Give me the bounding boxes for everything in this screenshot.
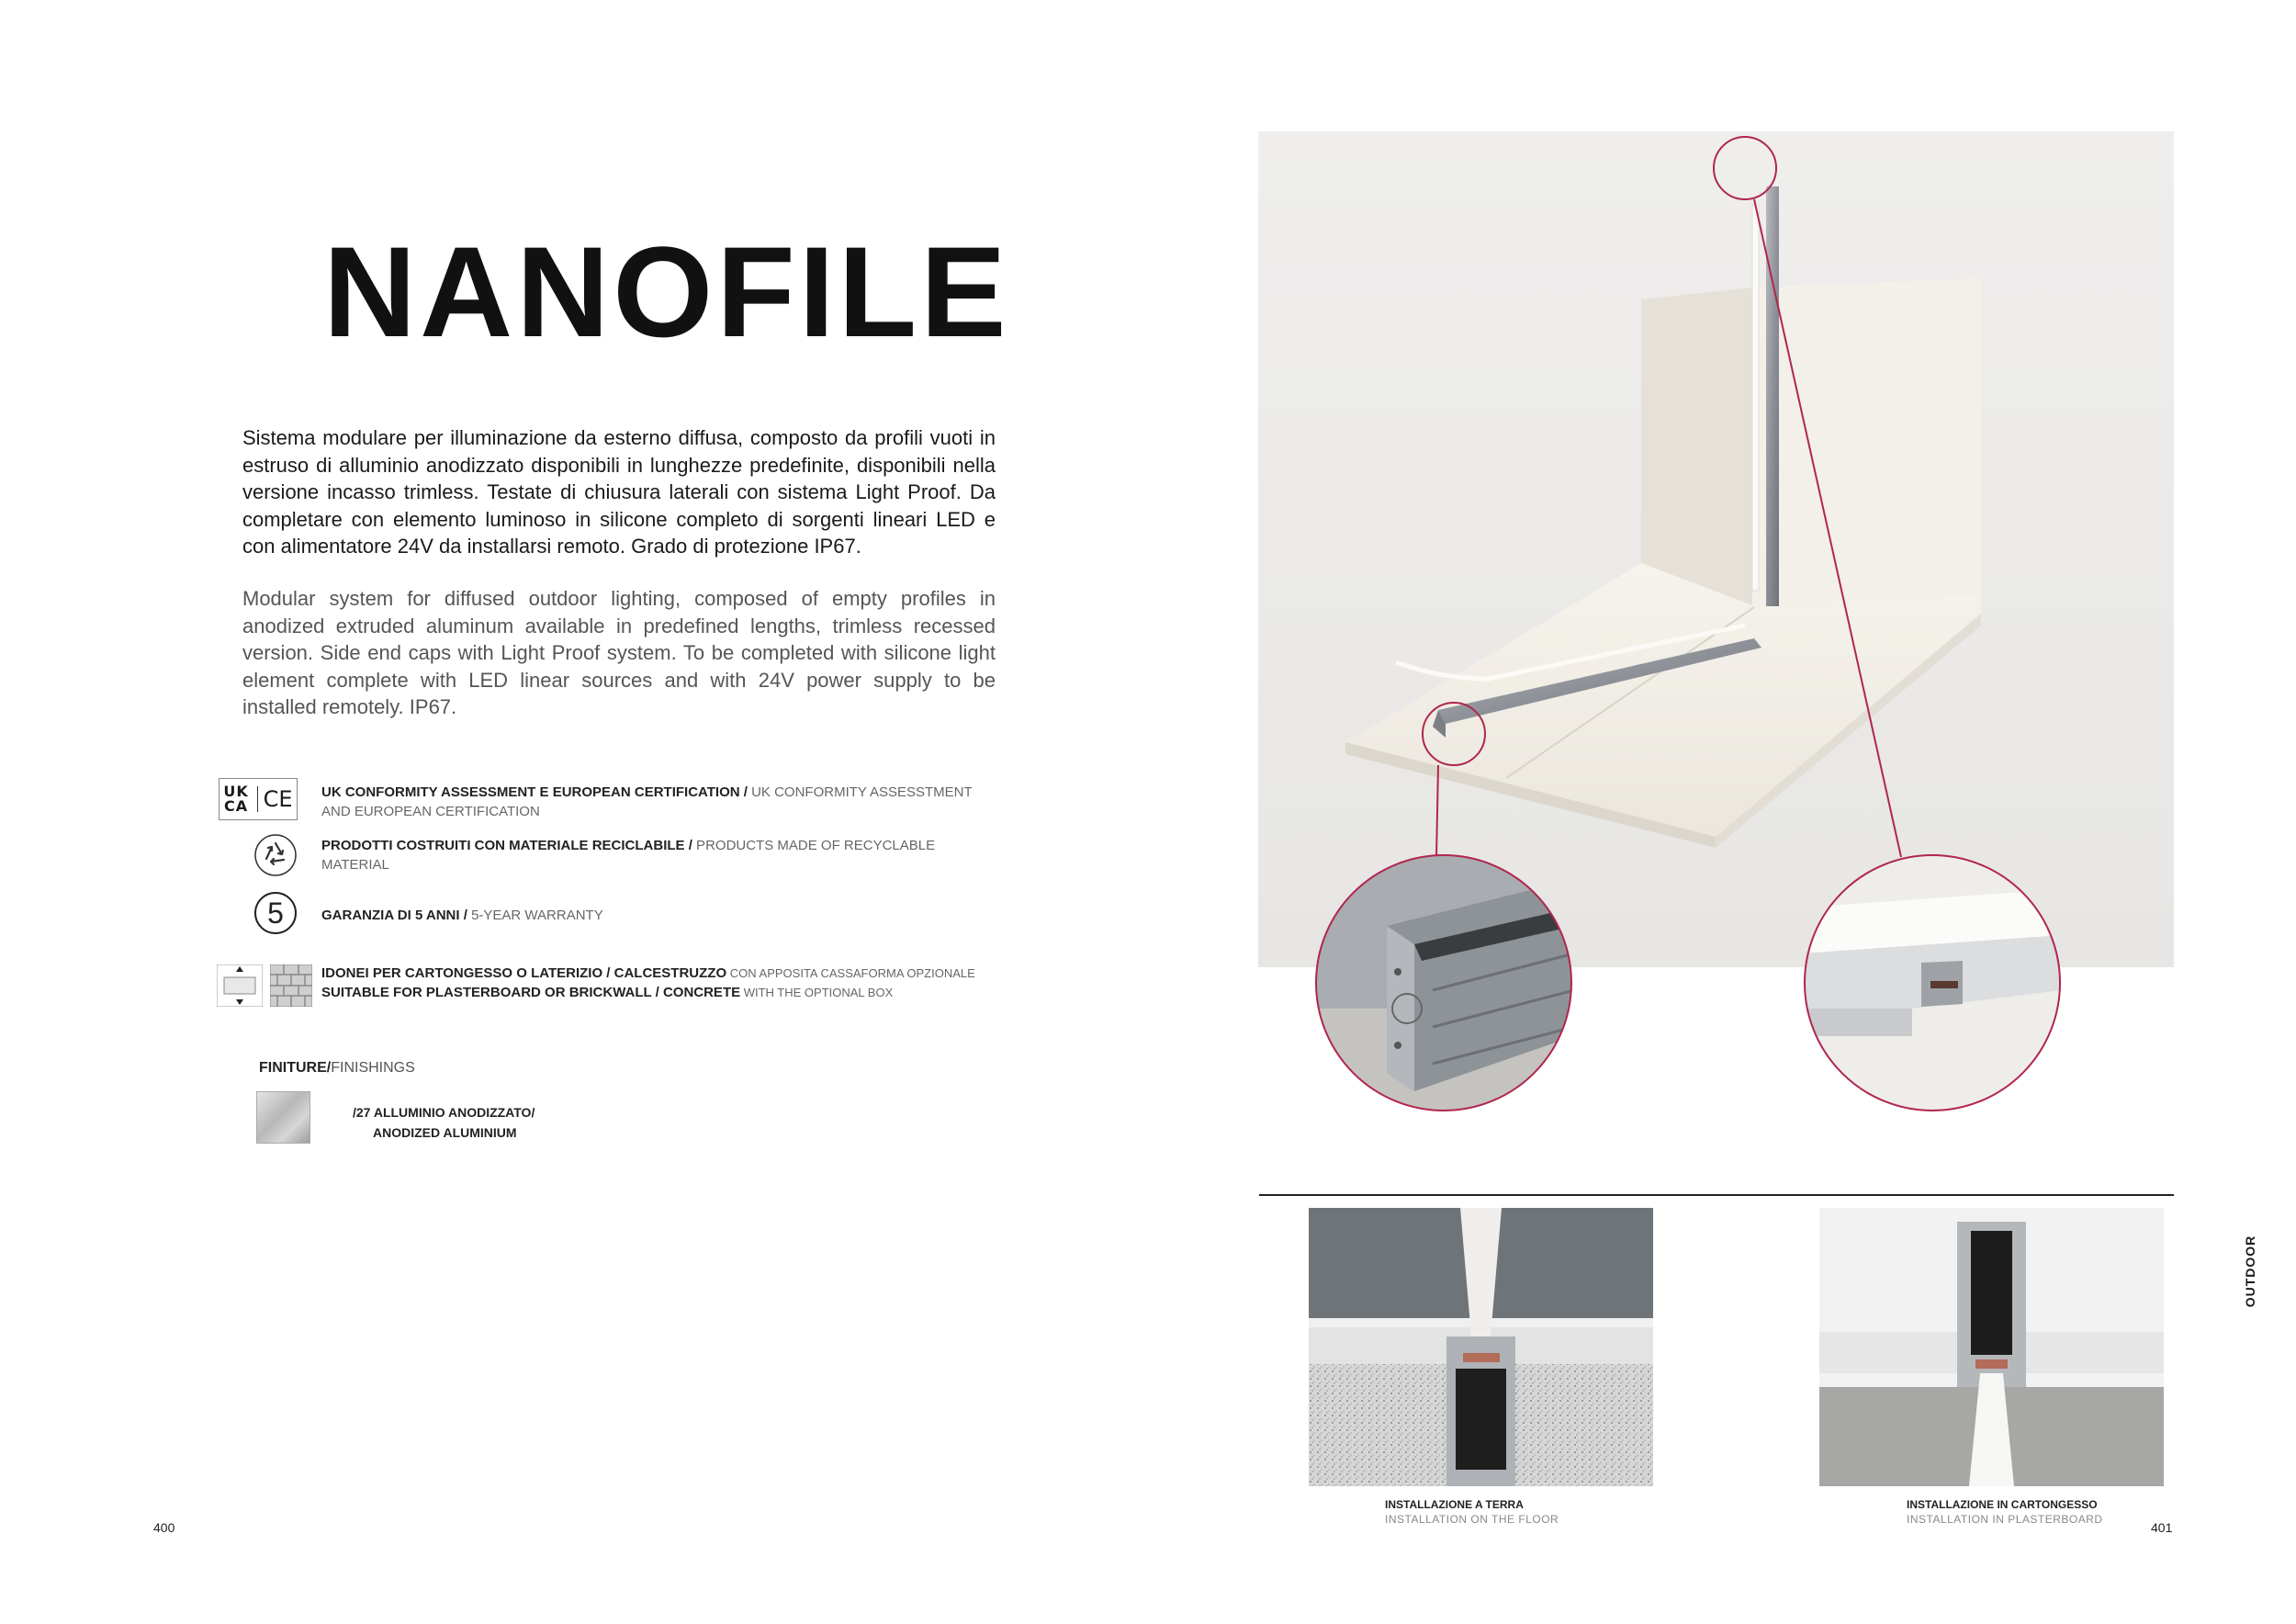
detail-profile-zoom [1802, 852, 2063, 1113]
finish-swatch-anodized-aluminium [256, 1091, 310, 1144]
feature-warranty-bold: GARANZIA DI 5 ANNI / [321, 908, 467, 923]
plasterboard-icon [217, 964, 263, 1007]
page-number-left: 400 [153, 1520, 175, 1535]
feature-surfaces-light-it: CON APPOSITA CASSAFORMA OPZIONALE [726, 966, 975, 980]
product-title: NANOFILE [323, 220, 1010, 364]
page-number-right: 401 [2151, 1520, 2173, 1535]
feature-certification-light: UK CONFORMITY ASSESSTMENT AND EUROPEAN CERTIFICATION [321, 784, 973, 819]
finishings-label [259, 1060, 415, 1077]
ukca-ce-icon: UK CA CE [219, 778, 298, 820]
description-english: Modular system for diffused outdoor lighting, composed of empty profiles in anodized extruded aluminum available in predefined lengths, trimless recessed version. Side end caps with Light Proof system. To be completed with silicone light element complete with LED linear sources and with 24V power supply to be installed remotely. IP67. [242, 587, 996, 718]
brickwall-icon [270, 964, 312, 1007]
installation-plasterboard-title: INSTALLAZIONE IN CARTONGESSO [1907, 1498, 2098, 1511]
product-hero-render [1258, 131, 2174, 967]
installation-floor-diagram [1309, 1208, 1653, 1486]
installation-plasterboard-diagram [1819, 1208, 2164, 1486]
feature-recyclable-light: PRODUCTS MADE OF RECYCLABLE MATERIAL [321, 838, 936, 873]
feature-certification-bold: UK CONFORMITY ASSESSMENT E EUROPEAN CERTIFICATION / [321, 784, 748, 800]
feature-surfaces-light-en: WITH THE OPTIONAL BOX [740, 986, 894, 999]
section-divider [1259, 1194, 2174, 1196]
warranty-5-icon-number: 5 [267, 897, 284, 930]
recycle-icon [253, 833, 298, 877]
finish-name-en: ANODIZED ALUMINIUM [373, 1125, 517, 1140]
feature-installation-surfaces [321, 964, 1019, 1002]
feature-recyclable-bold: PRODOTTI COSTRUITI CON MATERIALE RECICLABILE / [321, 838, 692, 853]
detail-endcap-zoom [1313, 852, 1574, 1113]
finish-name [353, 1102, 535, 1143]
warranty-5-icon [253, 891, 298, 935]
feature-certification [321, 783, 983, 821]
feature-warranty [321, 906, 983, 925]
finishings-label-light: FINISHINGS [331, 1060, 415, 1076]
installation-plasterboard-caption [1907, 1497, 2103, 1527]
installation-plasterboard-subtitle: INSTALLATION IN PLASTERBOARD [1907, 1513, 2103, 1526]
section-tab-outdoor [2236, 1235, 2264, 1308]
finish-name-it: /27 ALLUMINIO ANODIZZATO/ [353, 1105, 535, 1120]
feature-surfaces-bold-it: IDONEI PER CARTONGESSO O LATERIZIO / CALCESTRUZZO [321, 965, 727, 981]
feature-surfaces-bold-en: SUITABLE FOR PLASTERBOARD OR BRICKWALL / CONCRETE [321, 985, 741, 1000]
installation-floor-title: INSTALLAZIONE A TERRA [1385, 1498, 1524, 1511]
feature-warranty-light: 5-YEAR WARRANTY [467, 908, 603, 923]
feature-recyclable [321, 836, 983, 874]
finishings-label-bold: FINITURE/ [259, 1060, 332, 1076]
installation-floor-caption [1385, 1497, 1559, 1527]
description-italian: Sistema modulare per illuminazione da esterno diffusa, composto da profili vuoti in estruso di alluminio anodizzato disponibili in lunghezze predefinite, disponibili nella versione incasso trimless. Testate di chiusura laterali con sistema Light Proof. Da completare con elemento luminoso in silicone completo di sorgenti lineari LED e con alimentatore 24V da installarsi remoto. Grado di protezione IP67. [242, 426, 996, 558]
section-tab-label: OUTDOOR [2243, 1235, 2257, 1308]
installation-floor-subtitle: INSTALLATION ON THE FLOOR [1385, 1513, 1559, 1526]
